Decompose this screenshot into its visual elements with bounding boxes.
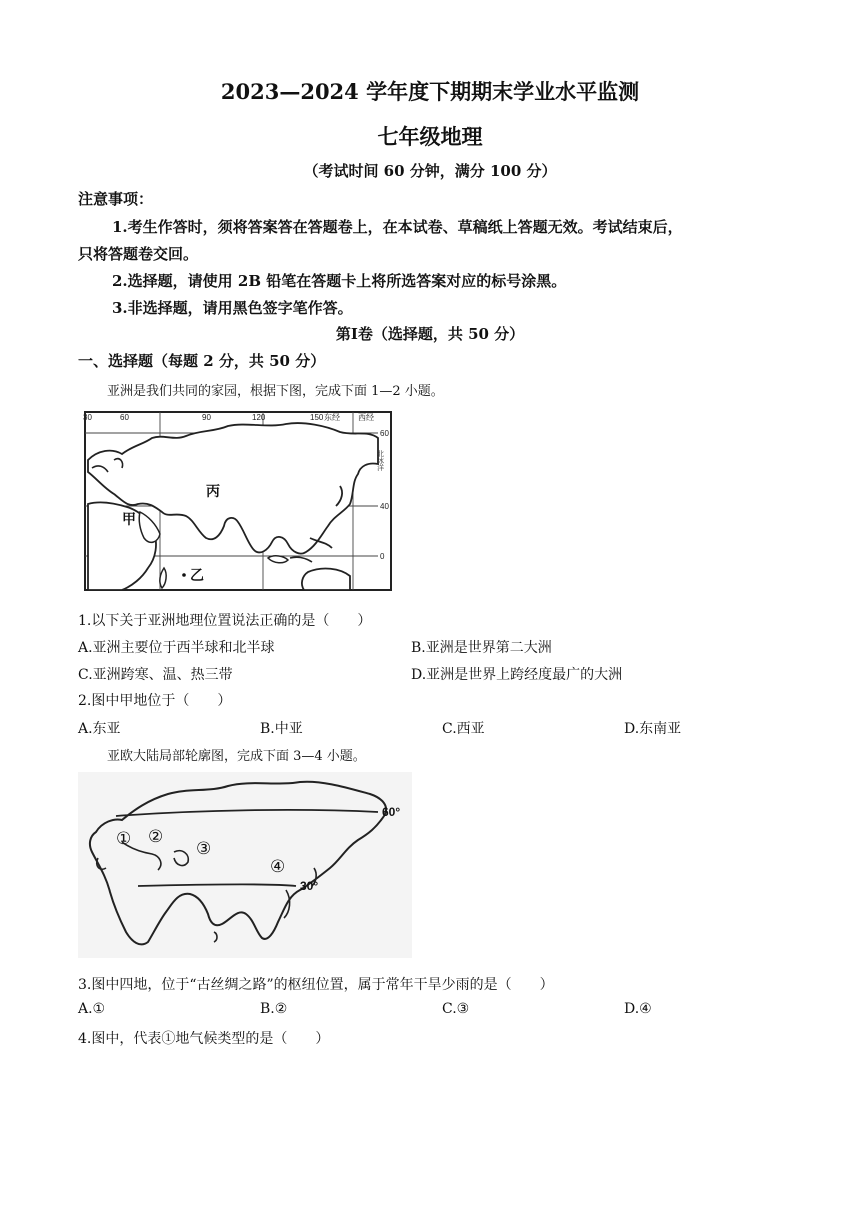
- place-label-jia: 甲: [122, 511, 136, 527]
- lat-label-40: 40: [380, 502, 389, 511]
- q2-option-d[interactable]: D.东南亚: [624, 721, 682, 737]
- q3-option-c[interactable]: C.③: [442, 1001, 470, 1017]
- notice-item-3: 3.非选择题，请用黑色签字笔作答。: [112, 299, 353, 317]
- q2-stem: 2.图中甲地位于（ ）: [78, 693, 232, 709]
- q1-option-d[interactable]: D.亚洲是世界上跨经度最广的大洲: [411, 667, 623, 683]
- lon-label-west: 西经: [358, 413, 374, 422]
- part-title: 一、选择题（每题 2 分，共 50 分）: [78, 352, 326, 370]
- q2-option-c[interactable]: C.西亚: [442, 721, 485, 737]
- notice-item-2: 2.选择题，请使用 2B 铅笔在答题卡上将所选答案对应的标号涂黑。: [112, 272, 567, 290]
- group2-intro: 亚欧大陆局部轮廓图，完成下面 3—4 小题。: [107, 749, 366, 764]
- ocean-label: 北冰洋: [376, 450, 384, 471]
- eurasia-map: [78, 772, 412, 958]
- q3-option-b[interactable]: B.②: [260, 1001, 288, 1017]
- lon-label-30: 30: [83, 413, 92, 422]
- lon-label-120: 120: [252, 413, 266, 422]
- place-label-3: ③: [196, 839, 212, 858]
- subject-title: 七年级地理: [377, 124, 483, 149]
- asia-map: [78, 408, 396, 594]
- q1-stem: 1.以下关于亚洲地理位置说法正确的是（ ）: [78, 613, 372, 629]
- place-label-yi: 乙: [190, 567, 204, 583]
- q4-stem: 4.图中，代表①地气候类型的是（ ）: [78, 1031, 330, 1047]
- q1-option-a[interactable]: A.亚洲主要位于西半球和北半球: [78, 640, 275, 656]
- notice-item-1: 1.考生作答时，须将答案答在答题卷上，在本试卷、草稿纸上答题无效。考试结束后，: [112, 218, 683, 236]
- volume-title: 第Ⅰ卷（选择题，共 50 分）: [335, 325, 525, 343]
- lat-label-60: 60: [380, 429, 389, 438]
- lon-label-150: 150: [310, 413, 324, 422]
- notice-item-1-cont: 只将答题卷交回。: [78, 245, 199, 263]
- notice-heading: 注意事项：: [78, 190, 154, 208]
- exam-title: 2023—2024 学年度下期期末学业水平监测: [220, 79, 640, 104]
- q1-option-b[interactable]: B.亚洲是世界第二大洲: [411, 640, 552, 656]
- exam-info: （考试时间 60 分钟，满分 100 分）: [303, 162, 557, 180]
- q1-option-c[interactable]: C.亚洲跨寒、温、热三带: [78, 667, 233, 683]
- place-label-1: ①: [116, 829, 132, 848]
- lat-label-30: 30°: [300, 879, 319, 893]
- lon-label-east: 东经: [324, 413, 340, 422]
- q2-option-b[interactable]: B.中亚: [260, 721, 303, 737]
- place-label-2: ②: [148, 827, 164, 846]
- q2-option-a[interactable]: A.东亚: [78, 721, 121, 737]
- lon-label-90: 90: [202, 413, 211, 422]
- lon-label-60: 60: [120, 413, 129, 422]
- place-label-bing: 丙: [206, 483, 220, 499]
- place-label-4: ④: [270, 857, 286, 876]
- q3-option-a[interactable]: A.①: [78, 1001, 106, 1017]
- lat-label-0: 0: [380, 552, 385, 561]
- group1-intro: 亚洲是我们共同的家园，根据下图，完成下面 1—2 小题。: [107, 384, 444, 399]
- q3-option-d[interactable]: D.④: [624, 1001, 652, 1017]
- lat-label-60: 60°: [382, 805, 401, 819]
- q3-stem: 3.图中四地，位于“古丝绸之路”的枢纽位置，属于常年干旱少雨的是（ ）: [78, 977, 554, 993]
